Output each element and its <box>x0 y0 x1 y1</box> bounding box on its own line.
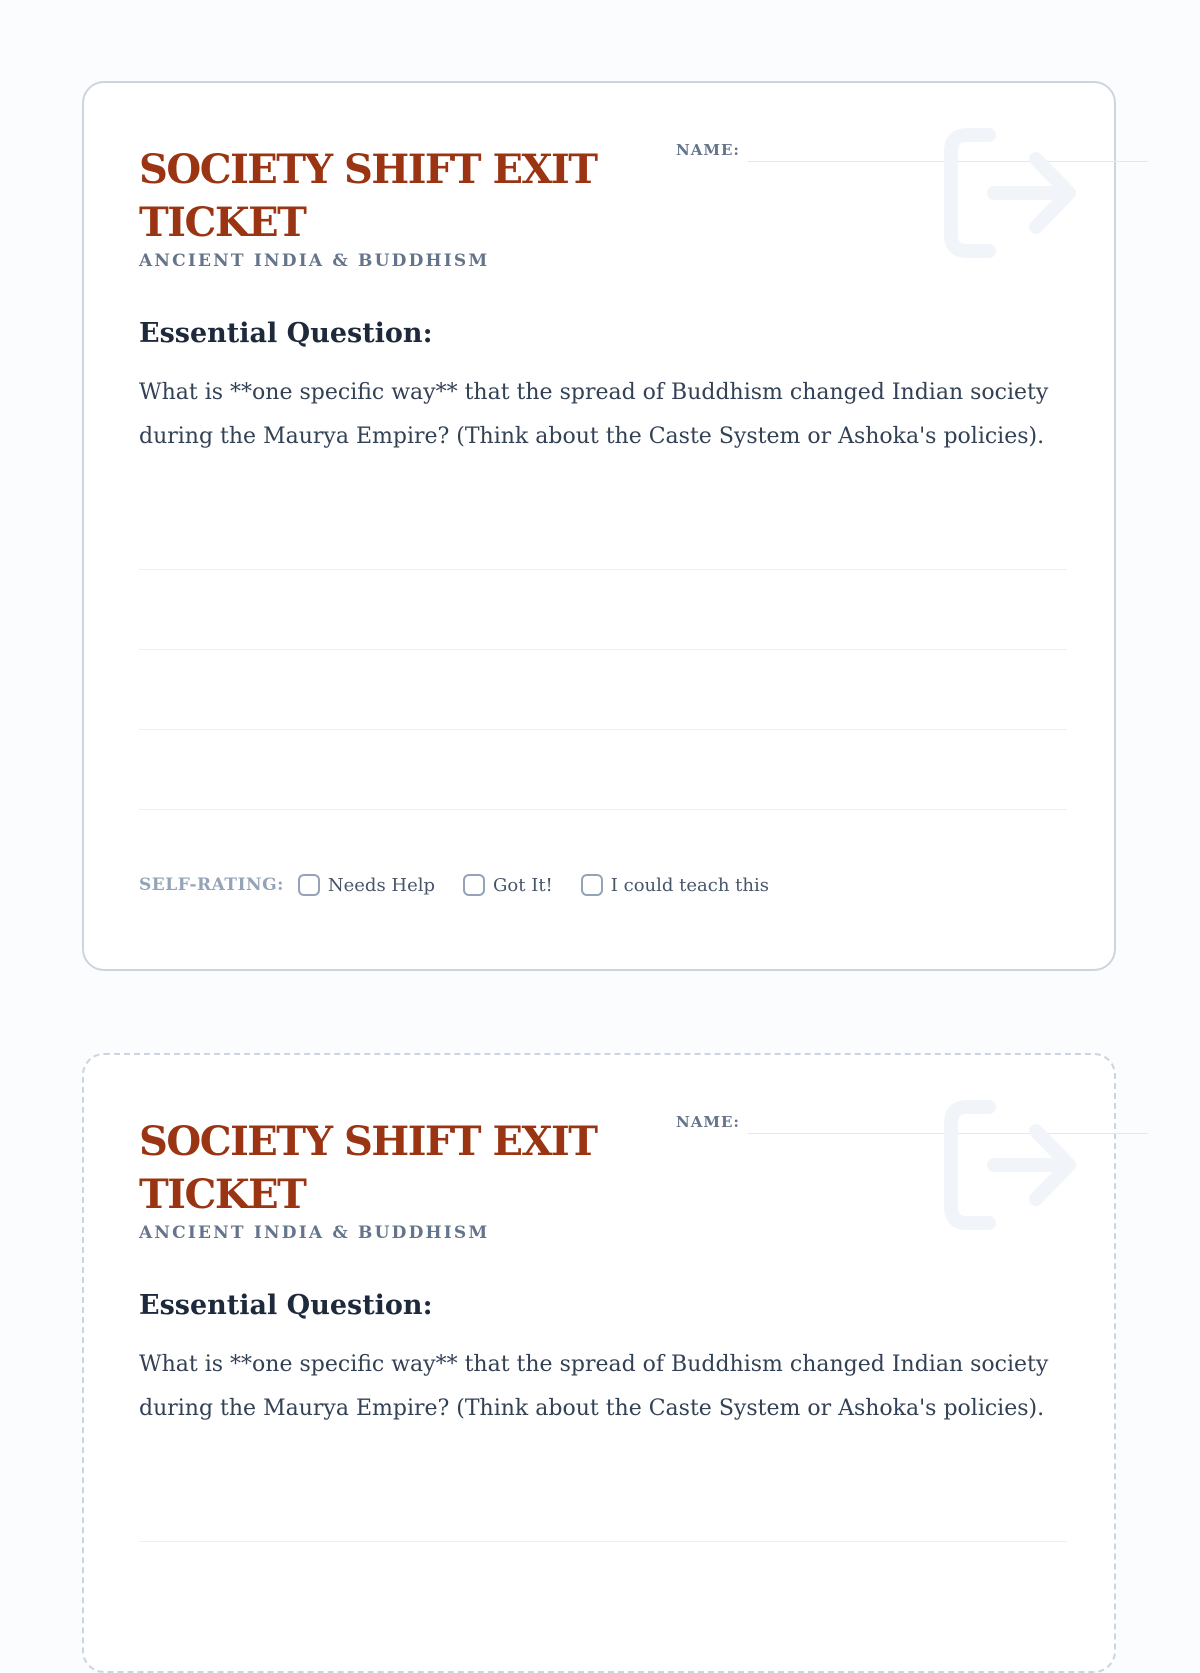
answer-line[interactable] <box>139 649 1067 650</box>
answer-line[interactable] <box>139 1541 1067 1542</box>
question-text: What is **one specific way** that the spread of Buddhism changed Indian society during the Maurya Empire? (Think about the Caste System or Ashoka's policies). <box>139 1352 1049 1421</box>
ticket-subtitle: ANCIENT INDIA & BUDDHISM <box>139 251 490 271</box>
checkbox[interactable] <box>581 874 603 896</box>
ticket-header <box>139 1115 639 1243</box>
ticket-subtitle: ANCIENT INDIA & BUDDHISM <box>139 1223 490 1243</box>
exit-ticket-card <box>82 81 1116 971</box>
exit-ticket-card <box>82 1053 1116 1673</box>
question-heading: Essential Question: <box>139 318 433 349</box>
rating-option-got-it[interactable] <box>463 874 553 896</box>
checkbox[interactable] <box>463 874 485 896</box>
name-label: NAME: <box>676 1113 740 1131</box>
answer-line[interactable] <box>139 729 1067 730</box>
answer-line[interactable] <box>139 809 1067 810</box>
rating-option-label: Got It! <box>493 874 553 896</box>
name-label: NAME: <box>676 141 740 159</box>
question-text: What is **one specific way** that the spread of Buddhism changed Indian society during the Maurya Empire? (Think about the Caste System or Ashoka's policies). <box>139 380 1049 449</box>
checkbox[interactable] <box>298 874 320 896</box>
ticket-header <box>139 143 639 271</box>
rating-option-label: Needs Help <box>327 874 436 896</box>
ticket-title: SOCIETY SHIFT EXIT TICKET <box>139 146 597 246</box>
ticket-title: SOCIETY SHIFT EXIT TICKET <box>139 1118 597 1218</box>
self-rating <box>139 871 797 899</box>
exit-icon <box>939 123 1079 263</box>
rating-option-could-teach[interactable] <box>581 874 769 896</box>
question-heading: Essential Question: <box>139 1290 433 1321</box>
self-rating-label: SELF-RATING: <box>139 875 284 895</box>
rating-option-label: I could teach this <box>610 874 769 896</box>
exit-icon <box>939 1095 1079 1235</box>
answer-line[interactable] <box>139 569 1067 570</box>
rating-option-needs-help[interactable] <box>298 874 435 896</box>
